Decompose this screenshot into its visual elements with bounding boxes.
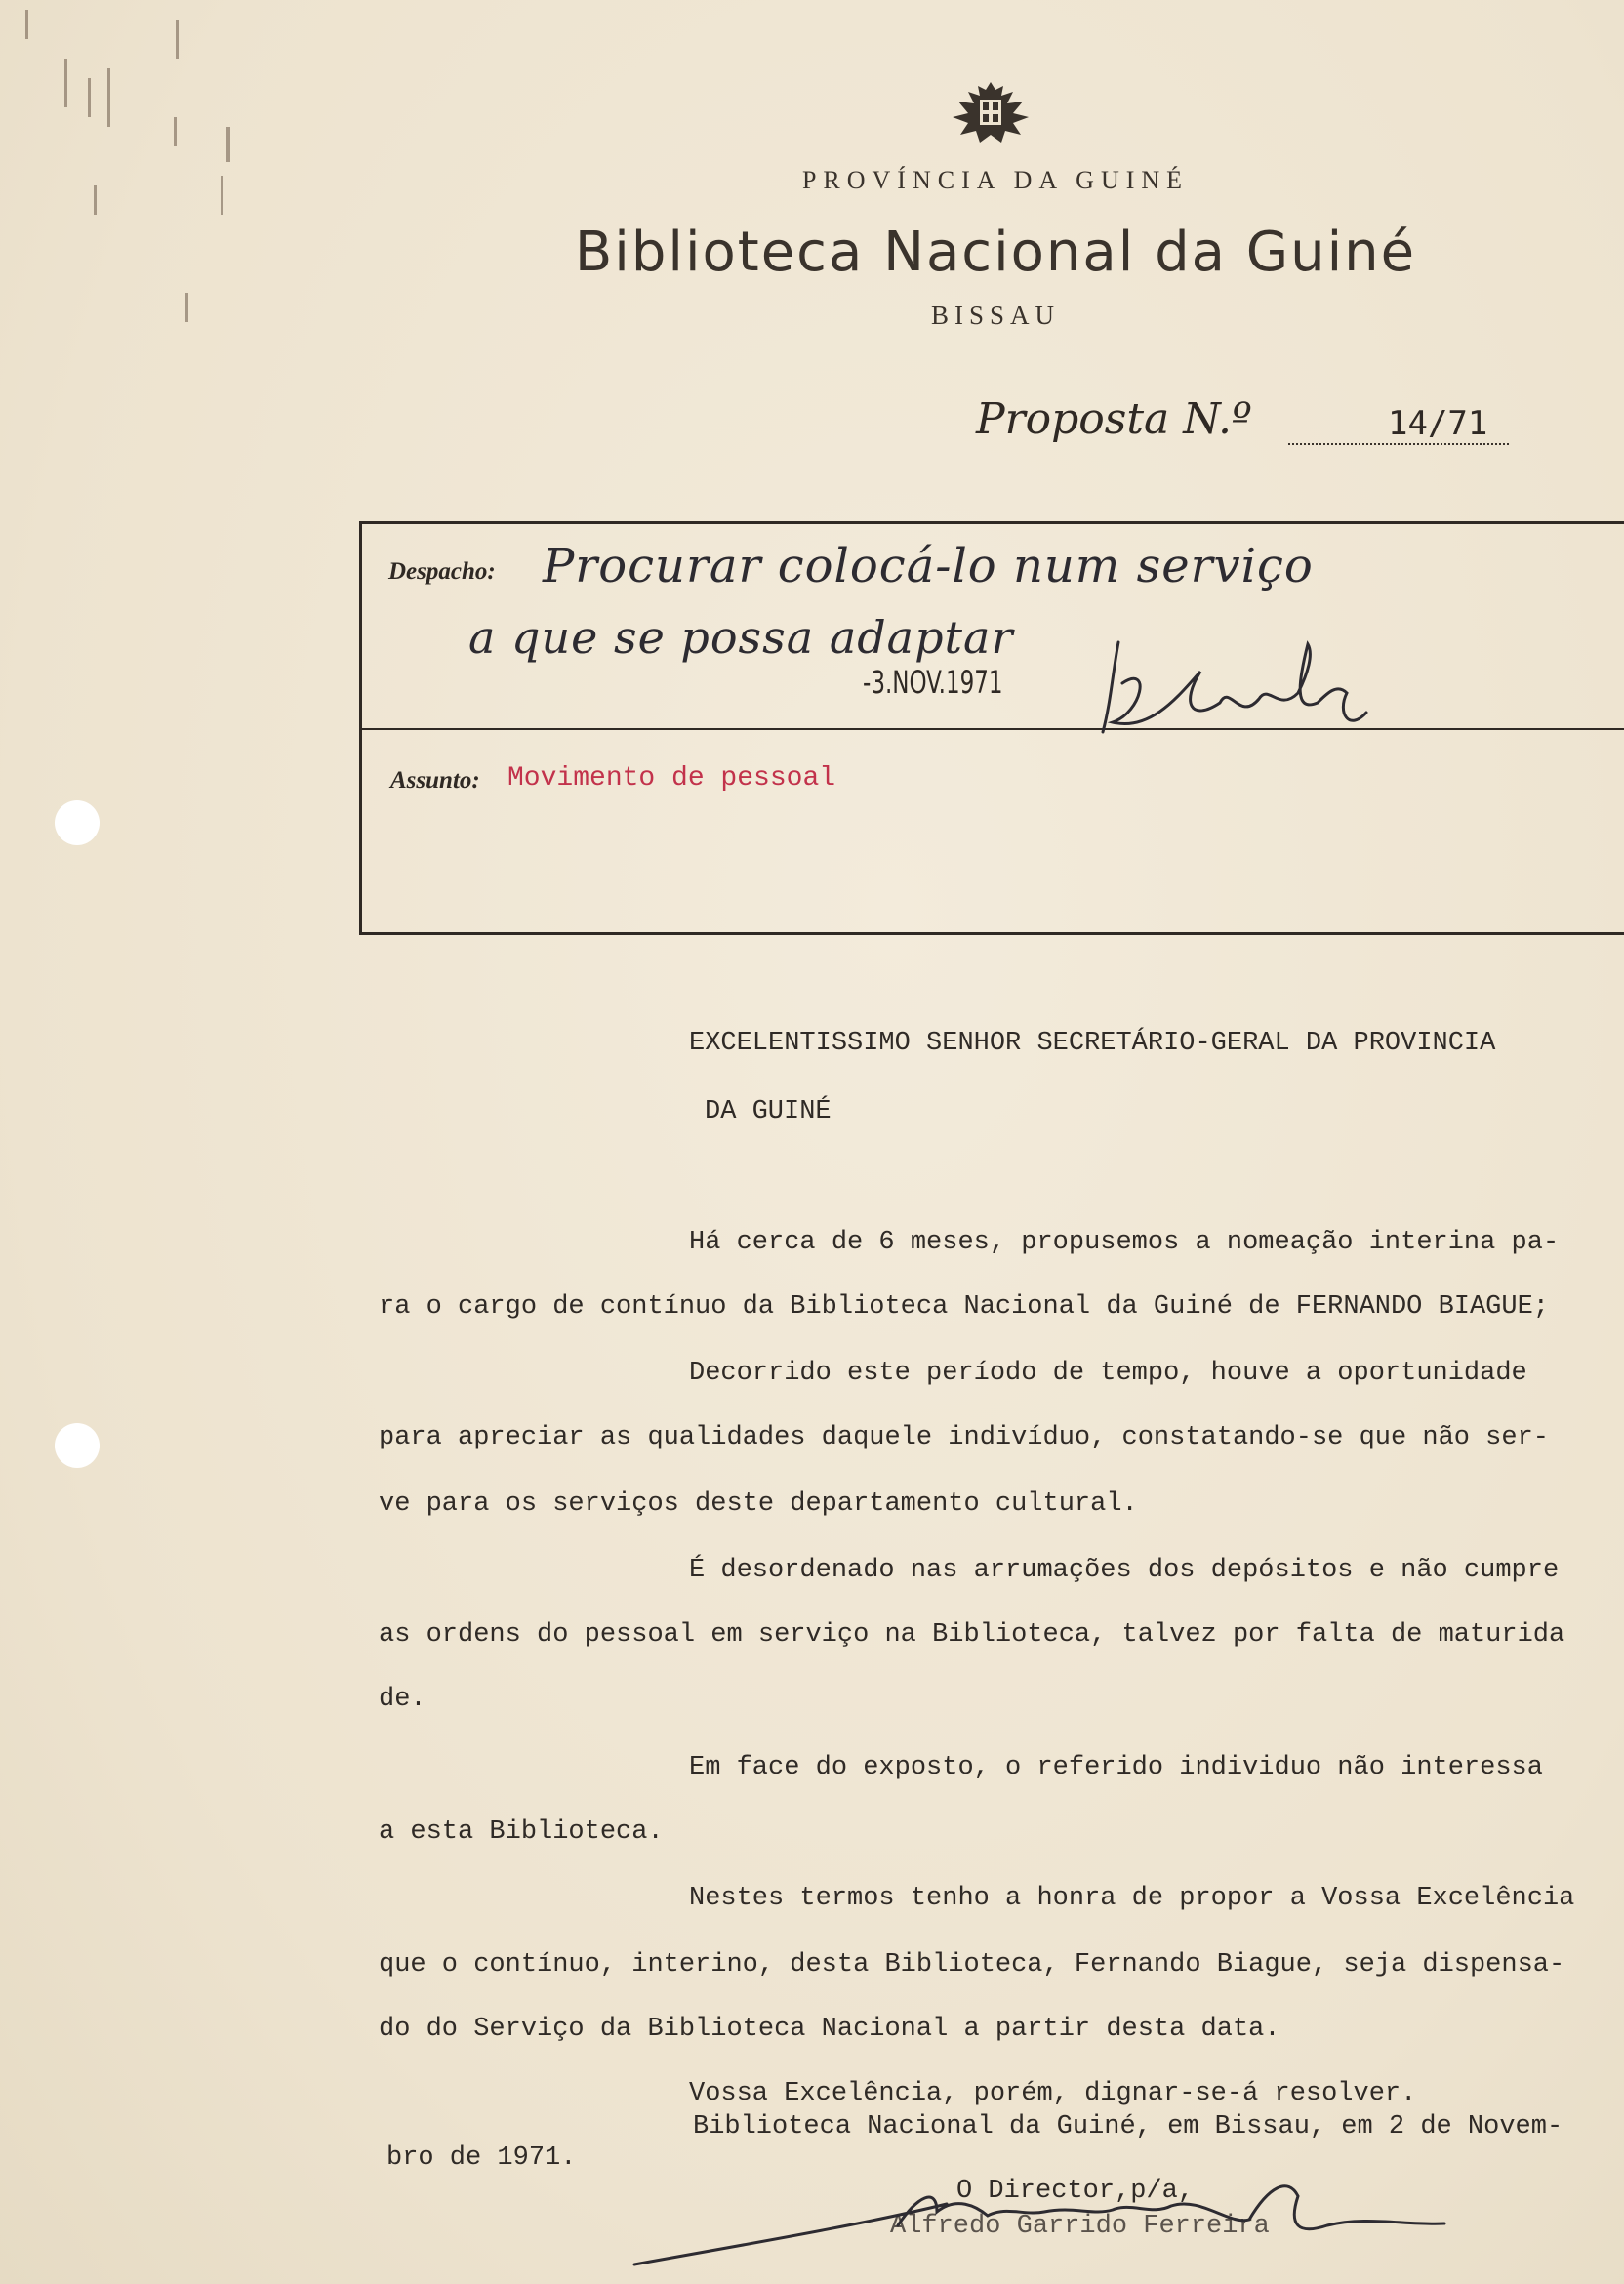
body-line: É desordenado nas arrumações dos depósitos e não cumpre (689, 1556, 1560, 1585)
punch-hole-top (55, 800, 100, 845)
punch-hole-bottom (55, 1423, 100, 1468)
body-line: a esta Biblioteca. (379, 1817, 664, 1847)
body-line: do do Serviço da Biblioteca Nacional a partir desta data. (379, 2015, 1280, 2044)
body-line: Há cerca de 6 meses, propusemos a nomeação interina pa- (689, 1228, 1560, 1257)
city-heading: BISSAU (930, 301, 1061, 330)
body-line: Biblioteca Nacional da Guiné, em Bissau, em 2 de Novem- (693, 2112, 1563, 2141)
despacho-handwritten-line-2: a que se possa adaptar (468, 611, 1014, 664)
signatory-name: Alfredo Garrido Ferreira (890, 2212, 1270, 2241)
assunto-label: Assunto: (390, 767, 480, 794)
body-line: Nestes termos tenho a honra de propor a Vossa Excelência (689, 1884, 1575, 1913)
director-signature (625, 2167, 1464, 2274)
institution-title: Biblioteca Nacional da Guiné (574, 221, 1417, 284)
salutation-line-2: DA GUINÉ (705, 1097, 832, 1126)
body-line: Em face do exposto, o referido individuo não interessa (689, 1753, 1543, 1782)
despacho-handwritten-line-1: Procurar colocá-lo num serviço (543, 539, 1314, 593)
body-line: Decorrido este período de tempo, houve a oportunidade (689, 1359, 1527, 1388)
body-line: as ordens do pessoal em serviço na Biblioteca, talvez por falta de maturida (379, 1620, 1565, 1650)
body-line: bro de 1971. (386, 2143, 577, 2173)
box-divider (359, 728, 1624, 730)
proposal-number: 14/71 (1388, 404, 1488, 443)
assunto-value: Movimento de pessoal (508, 763, 836, 794)
coat-of-arms-emblem (945, 78, 1036, 148)
body-line: ra o cargo de contínuo da Biblioteca Nacional da Guiné de FERNANDO BIAGUE; (379, 1292, 1549, 1322)
proposal-label: Proposta N.º (976, 394, 1252, 444)
signature-title: O Director,p/a, (956, 2177, 1195, 2206)
salutation-line-1: EXCELENTISSIMO SENHOR SECRETÁRIO-GERAL DA PROVINCIA (689, 1029, 1496, 1058)
despacho-signature (1093, 625, 1386, 742)
proposal-dotted-line (1288, 443, 1509, 445)
date-stamp: -3.NOV.1971 (863, 664, 1003, 701)
body-line: ve para os serviços deste departamento cultural. (379, 1489, 1138, 1519)
body-line: que o contínuo, interino, desta Biblioteca, Fernando Biague, seja dispensa- (379, 1950, 1565, 1979)
province-heading: PROVÍNCIA DA GUINÉ (801, 166, 1190, 194)
body-line: para apreciar as qualidades daquele indivíduo, constatando-se que não ser- (379, 1423, 1549, 1452)
despacho-label: Despacho: (388, 558, 496, 585)
body-line: de. (379, 1685, 426, 1714)
body-line: Vossa Excelência, porém, dignar-se-á resolver. (689, 2079, 1417, 2108)
